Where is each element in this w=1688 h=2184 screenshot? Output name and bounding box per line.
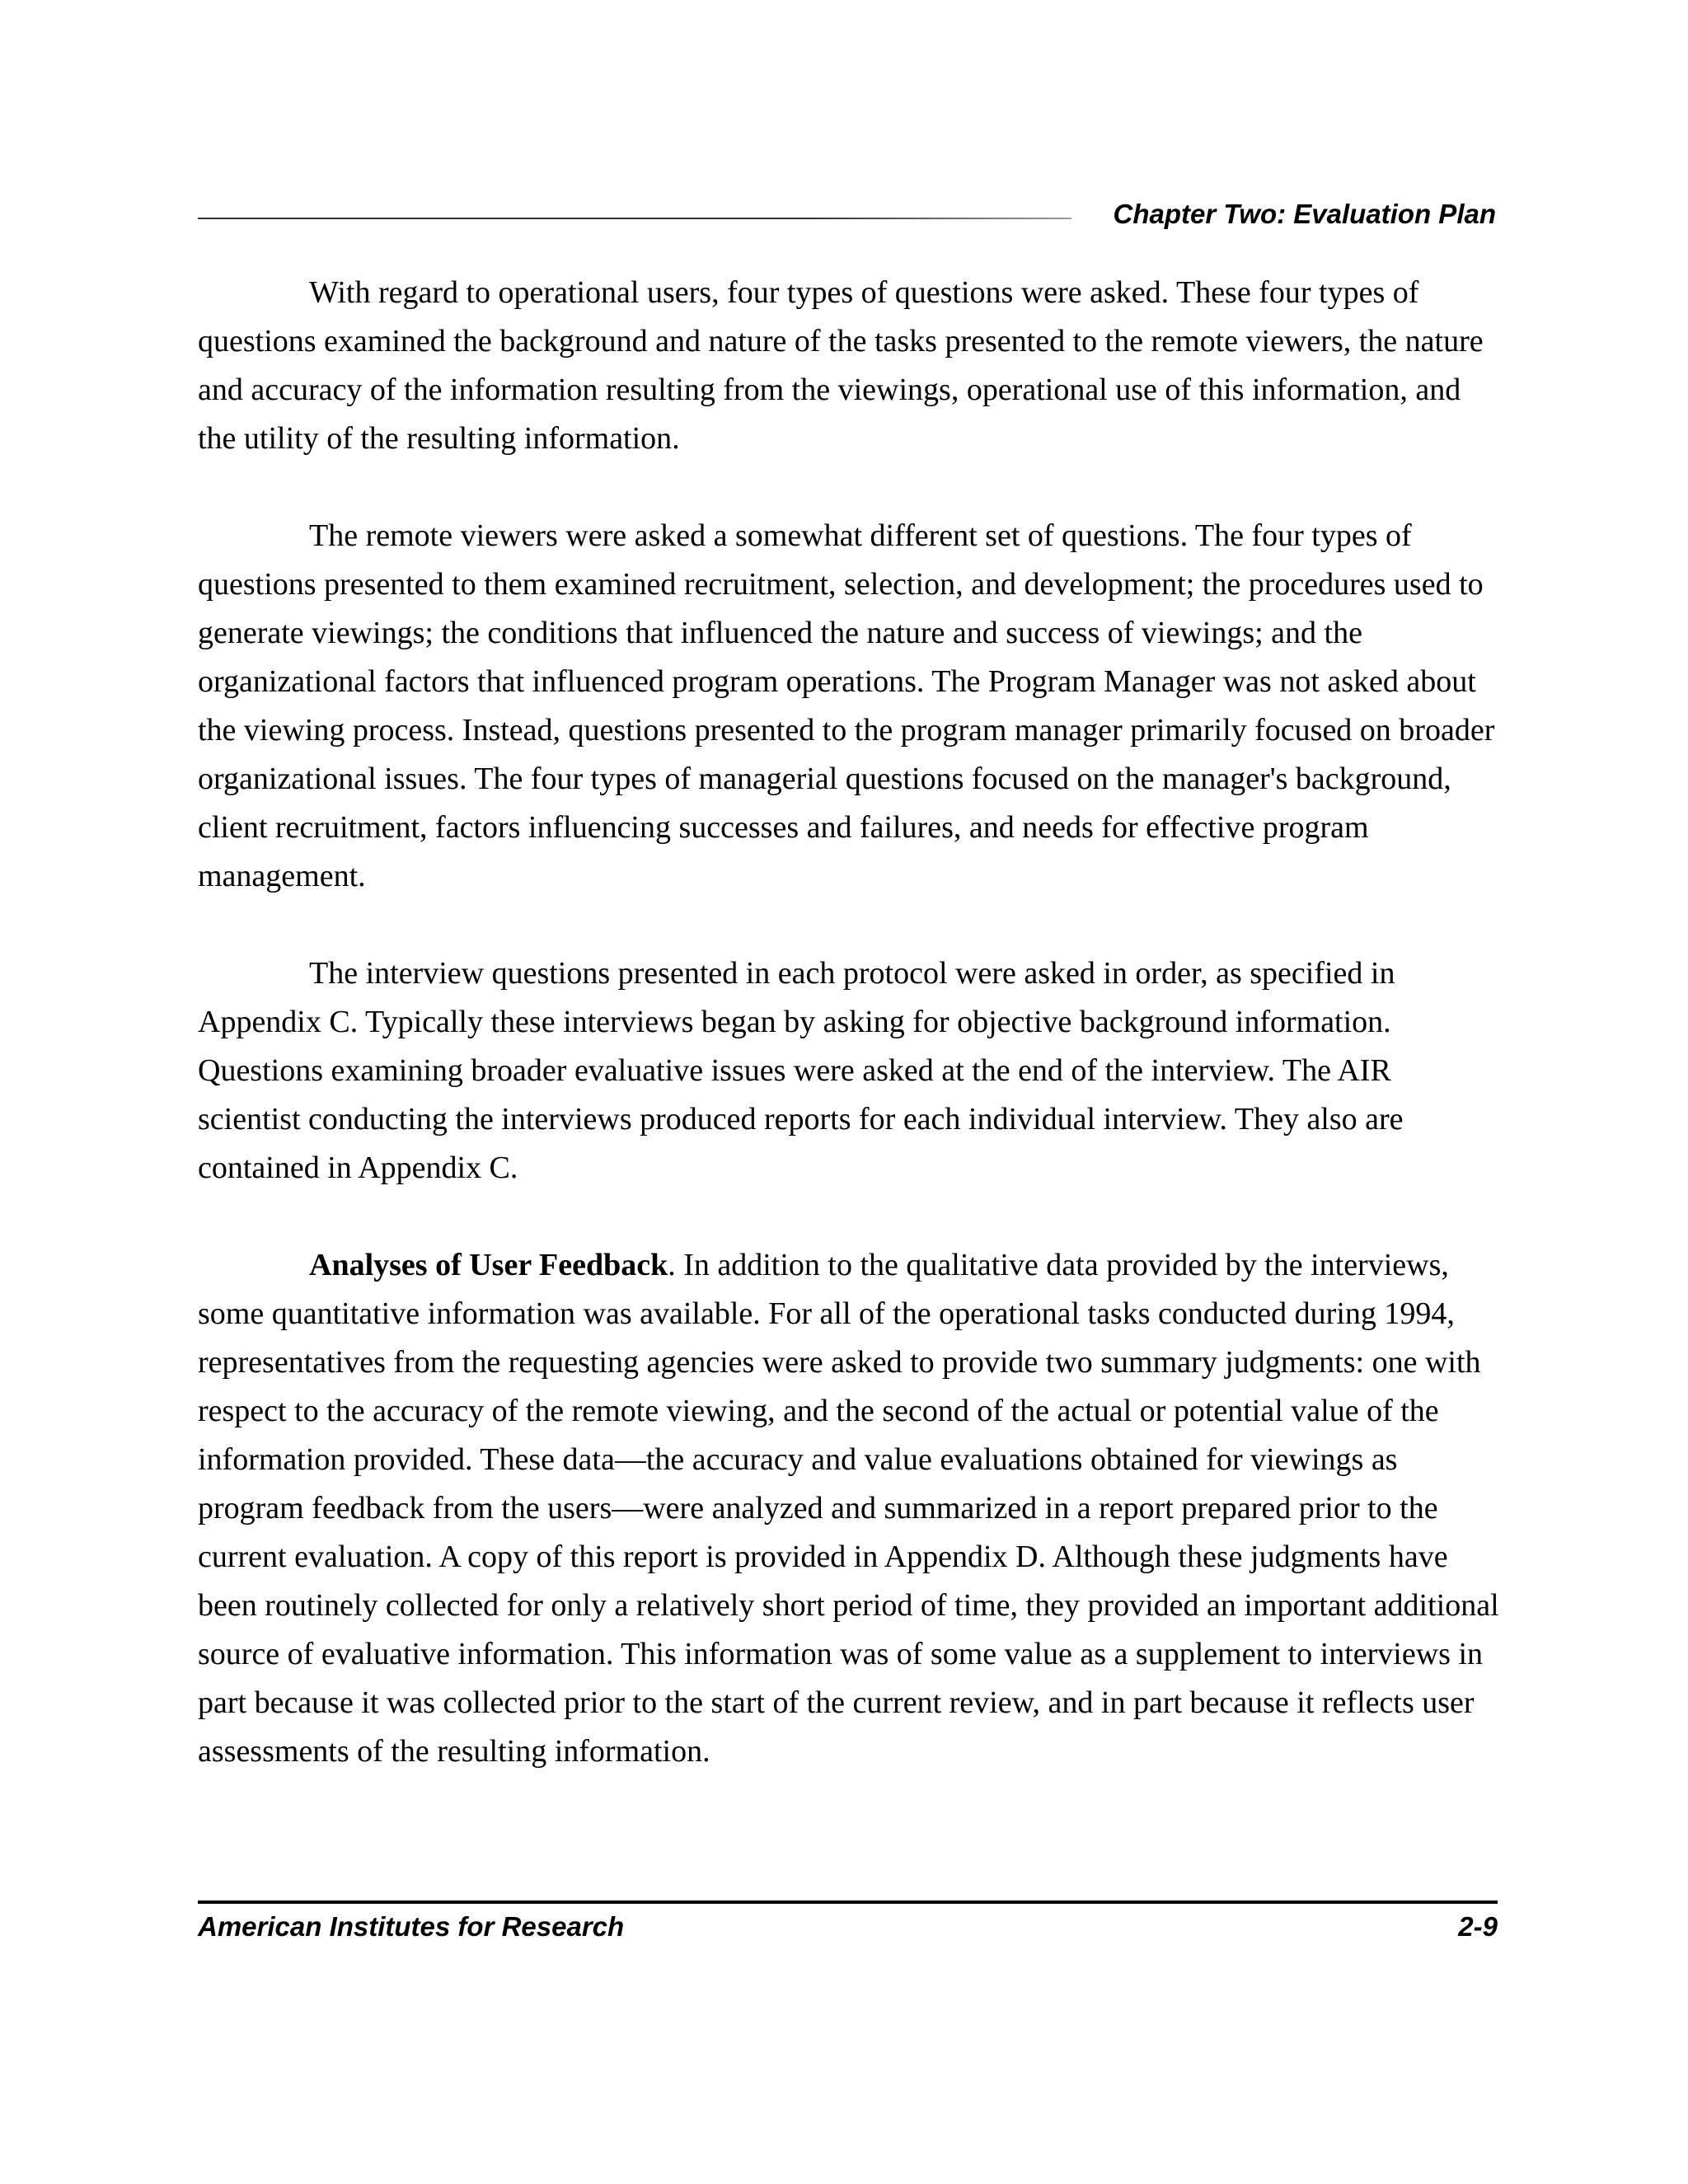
paragraph-remote-viewers bbox=[198, 512, 1500, 901]
footer-organization: American Institutes for Research bbox=[198, 1911, 625, 1942]
page-footer bbox=[198, 1900, 1498, 1950]
paragraph-interview-questions bbox=[198, 949, 1500, 1193]
paragraph-user-feedback bbox=[198, 1241, 1500, 1776]
header-rule bbox=[198, 218, 1071, 219]
paragraph-text: With regard to operational users, four types of questions were asked. These four types of questions examined the background and nature of the tasks presented to the remote viewers, the nature and accuracy of the information resulting from the viewings, operational use of this information, and the utility of the resulting information. bbox=[198, 275, 1484, 456]
chapter-title: Chapter Two: Evaluation Plan bbox=[1113, 199, 1496, 229]
paragraph-text: The interview questions presented in each protocol were asked in order, as specified in Appendix C. Typically these interviews began by asking for objective background information. Questions examining broader evaluative issues were asked at the end of the interview. The AIR scientist conducting the interviews produced reports for each individual interview. They also are contained in Appendix C. bbox=[198, 956, 1404, 1185]
paragraph-lead: Analyses of User Feedback bbox=[309, 1248, 668, 1282]
body-text bbox=[198, 269, 1500, 1776]
footer-rule bbox=[198, 1900, 1498, 1904]
paragraph-operational-users bbox=[198, 269, 1500, 463]
page-number: 2-9 bbox=[1458, 1911, 1498, 1942]
running-header bbox=[198, 198, 1496, 231]
paragraph-text: . In addition to the qualitative data provided by the interviews, some quantitative information was available. For all of the operational tasks conducted during 1994, representatives from the requesting agencies were asked to provide two summary judgments: one with respect to the accuracy of the remote viewing, and the second of the actual or potential value of the information provided. These data—the accuracy and value evaluations obtained for viewings as program feedback from the users—were analyzed and summarized in a report prepared prior to the current evaluation. A copy of this report is provided in Appendix D. Although these judgments have been routinely collected for only a relatively short period of time, they provided an important additional source of evaluative information. This information was of some value as a supplement to interviews in part because it was collected prior to the start of the current review, and in part because it reflects user assessments of the resulting information. bbox=[198, 1248, 1499, 1769]
paragraph-text: The remote viewers were asked a somewhat different set of questions. The four types of questions presented to them examined recruitment, selection, and development; the procedures used to generate viewings; the conditions that influenced the nature and success of viewings; and the organizational factors that influenced program operations. The Program Manager was not asked about the viewing process. Instead, questions presented to the program manager primarily focused on broader organizational issues. The four types of managerial questions focused on the manager's background, client recruitment, factors influencing successes and failures, and needs for effective program management. bbox=[198, 518, 1495, 893]
